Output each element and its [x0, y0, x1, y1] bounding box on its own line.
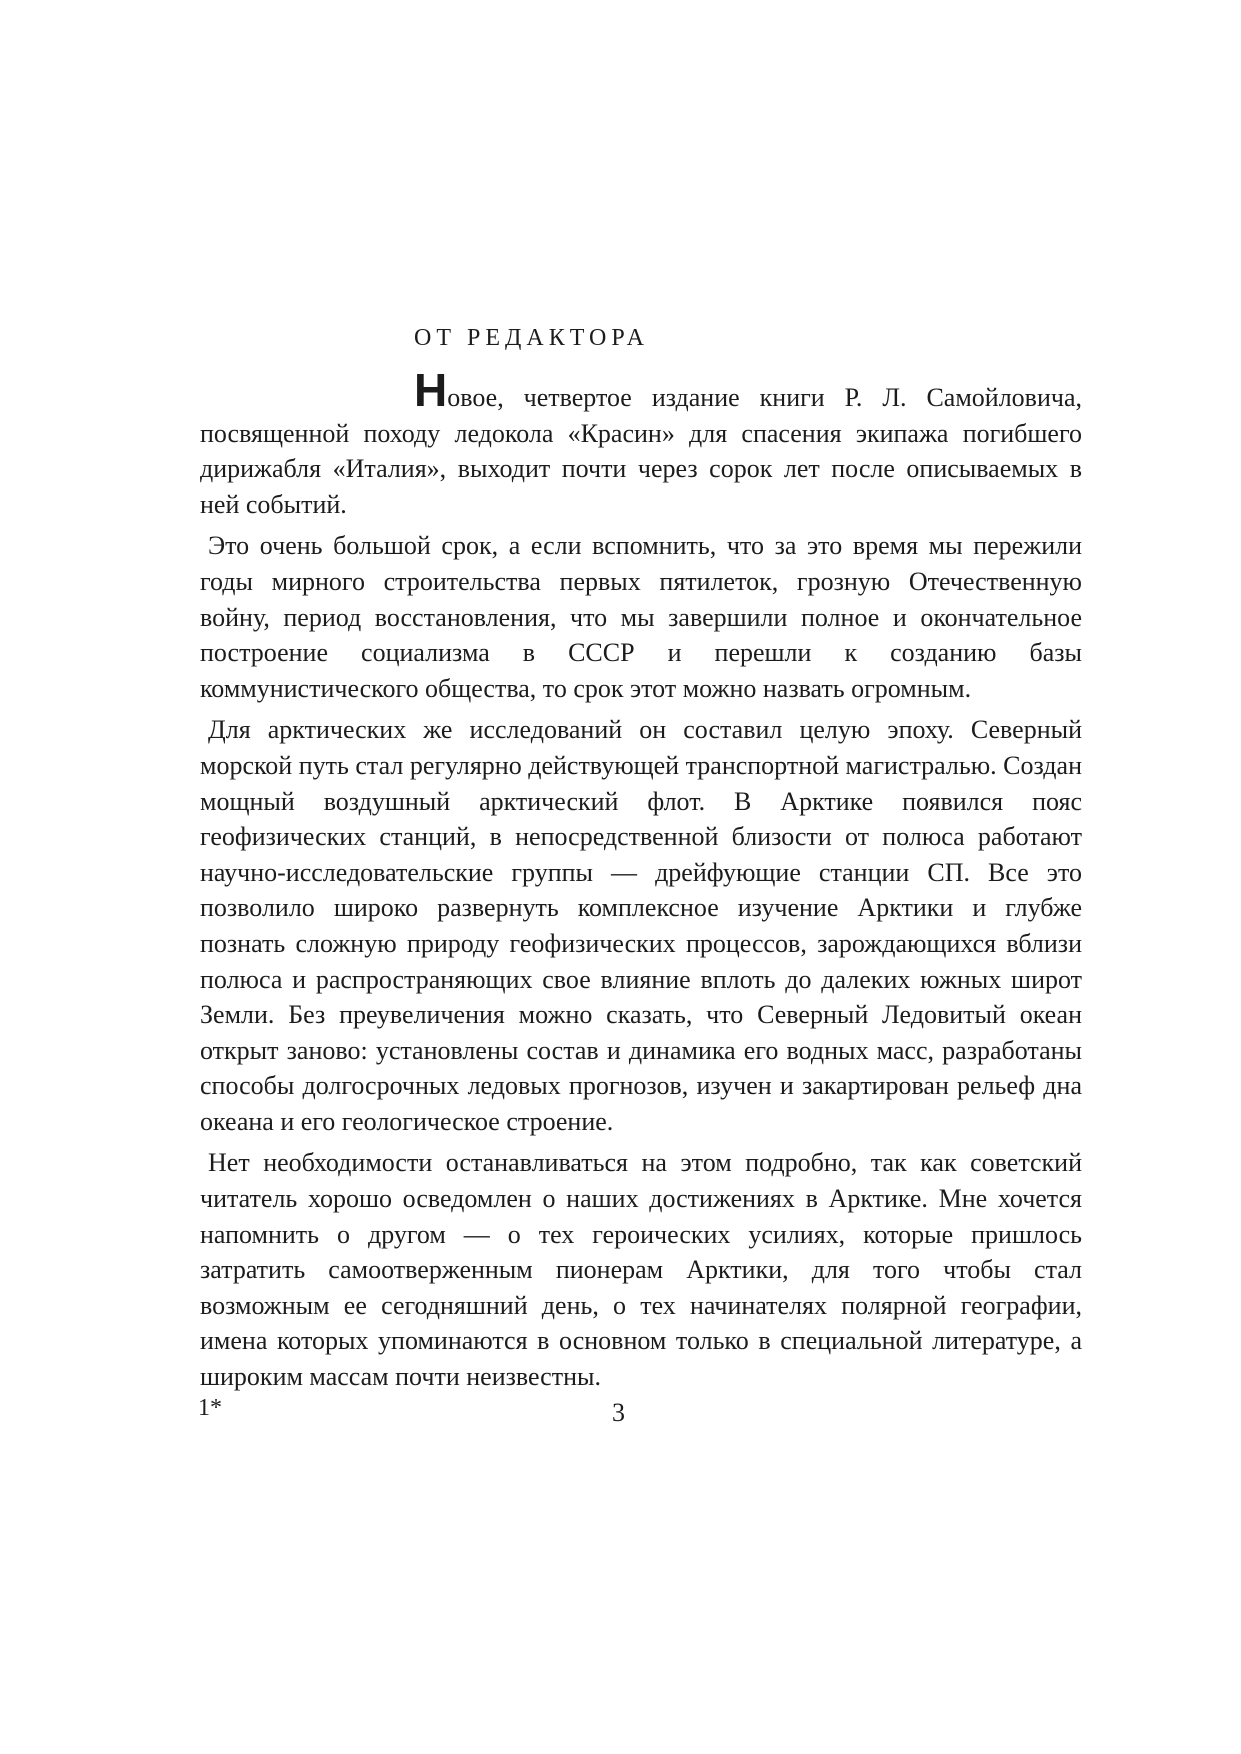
paragraph-3: Для арктических же исследований он составил целую эпоху. Северный морской путь стал регулярно действующей транспортной магистралью. Создан мощный воздушный арктический флот. В Арктике появился пояс геофизических станций, в непосредственной близости от полюса работают научно-исследовательские группы — дрейфующие станции СП. Все это позволило широко развернуть комплексное изучение Арктики и глубже познать сложную природу геофизических процессов, зарождающихся вблизи полюса и распространяющих свое влияние вплоть до далеких южных широт Земли. Без преувеличения можно сказать, что Северный Ледовитый океан открыт заново: установлены состав и динамика его водных масс, разработаны способы долгосрочных ледовых прогнозов, изучен и закартирован рельеф дна океана и его геологическое строение.	[200, 715, 1082, 1136]
section-heading: ОТ РЕДАКТОРА	[414, 325, 649, 351]
paragraph-4: Нет необходимости останавливаться на этом подробно, так как советский читатель хорошо осведомлен о наших достижениях в Арктике. Мне хочется напомнить о другом — о тех героических усилиях, которые пришлось затратить самоотверженным пионерам Арктики, для того чтобы стал возможным ее сегодняшний день, о тех начинателях полярной географии, имена которых упоминаются в основном только в специальной литературе, а широким массам почти неизвестны.	[200, 1148, 1082, 1392]
drop-cap-letter: Н	[414, 364, 448, 416]
page-number: 3	[612, 1398, 625, 1427]
body-text	[200, 364, 1082, 1401]
paragraph-2: Это очень большой срок, а если вспомнить, что за это время мы пережили годы мирного строительства первых пятилеток, грозную Отечественную войну, период восстановления, что мы завершили полное и окончательное построение социализма в СССР и перешли к созданию базы коммунистического общества, то срок этот можно назвать огромным.	[200, 531, 1082, 703]
paragraph-1	[200, 364, 1082, 522]
printer-signature-mark: 1*	[198, 1395, 222, 1421]
paragraph-1-text: овое, четвертое издание книги Р. Л. Самойловича, посвященной походу ледокола «Красин» для спасения экипажа погибшего дирижабля «Италия», выходит почти через сорок лет после описываемых в ней событий.	[200, 383, 1082, 519]
